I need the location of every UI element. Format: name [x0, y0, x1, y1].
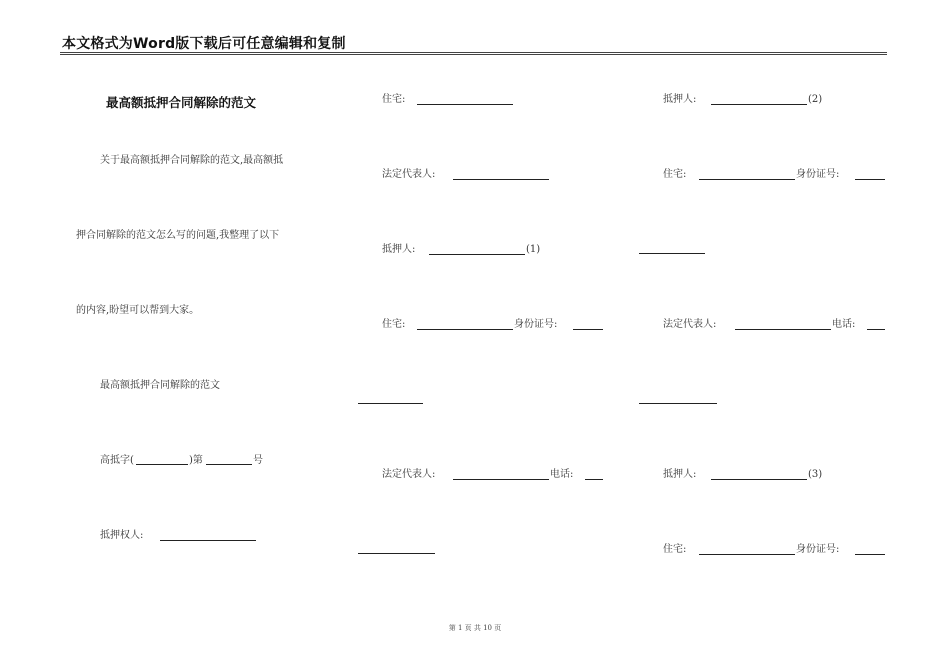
- document-title: 最高额抵押合同解除的范文: [106, 95, 257, 110]
- c3-id2-blank[interactable]: [855, 554, 885, 555]
- c3-mortgagor2-label: 抵押人:: [663, 94, 697, 105]
- c2-residence-label: 住宅:: [382, 94, 406, 105]
- mortgagee-blank[interactable]: [160, 540, 256, 541]
- c3-id-blank-cont[interactable]: [639, 253, 705, 254]
- c3-legal-rep-blank[interactable]: [735, 329, 831, 330]
- c3-mortgagor2-blank[interactable]: [711, 104, 807, 105]
- intro-line-2: 押合同解除的范文怎么写的问题,我整理了以下: [76, 230, 280, 241]
- c3-residence2-blank[interactable]: [699, 554, 795, 555]
- c3-phone-blank-cont[interactable]: [639, 403, 717, 404]
- intro-line-1: 关于最高额抵押合同解除的范文,最高额抵: [100, 155, 284, 166]
- c3-id-blank[interactable]: [855, 179, 885, 180]
- c2-residence2-label: 住宅:: [382, 319, 406, 330]
- c2-mortgagor-blank[interactable]: [429, 254, 525, 255]
- c2-legal-rep2-blank[interactable]: [453, 479, 549, 480]
- subtitle: 最高额抵押合同解除的范文: [100, 380, 220, 391]
- intro-line-3: 的内容,盼望可以帮到大家。: [76, 305, 200, 316]
- contract-year-blank[interactable]: [136, 464, 188, 465]
- contract-number-middle: )第: [189, 455, 203, 466]
- contract-number-blank[interactable]: [206, 464, 252, 465]
- c2-mortgagor-suffix: (1): [526, 244, 541, 255]
- c2-id-blank-cont[interactable]: [358, 403, 423, 404]
- contract-number-prefix: 高抵字(: [100, 455, 134, 466]
- c2-mortgagor-label: 抵押人:: [382, 244, 416, 255]
- c3-legal-rep-label: 法定代表人:: [663, 319, 717, 330]
- c2-legal-rep-label: 法定代表人:: [382, 169, 436, 180]
- c3-id2-label: 身份证号:: [796, 544, 840, 555]
- c2-phone-blank-cont[interactable]: [358, 553, 435, 554]
- c2-phone-label: 电话:: [550, 469, 574, 480]
- c3-id-label: 身份证号:: [796, 169, 840, 180]
- c2-residence-blank[interactable]: [417, 104, 513, 105]
- mortgagee-label: 抵押权人:: [100, 530, 144, 541]
- c3-mortgagor3-suffix: (3): [808, 469, 823, 480]
- c3-mortgagor3-label: 抵押人:: [663, 469, 697, 480]
- c3-residence-blank[interactable]: [699, 179, 795, 180]
- c2-residence2-blank[interactable]: [417, 329, 513, 330]
- c3-residence2-label: 住宅:: [663, 544, 687, 555]
- c2-id-blank[interactable]: [573, 329, 603, 330]
- header-divider: [60, 52, 887, 55]
- header-title: 本文格式为Word版下载后可任意编辑和复制: [62, 36, 346, 52]
- c2-phone-blank[interactable]: [585, 479, 603, 480]
- c2-legal-rep-blank[interactable]: [453, 179, 549, 180]
- page-number: 第 1 页 共 10 页: [448, 624, 502, 632]
- c3-mortgagor2-suffix: (2): [808, 94, 823, 105]
- c3-residence-label: 住宅:: [663, 169, 687, 180]
- c3-mortgagor3-blank[interactable]: [711, 479, 807, 480]
- c3-phone-label: 电话:: [832, 319, 856, 330]
- contract-number-suffix: 号: [253, 455, 263, 466]
- c2-id-label: 身份证号:: [514, 319, 558, 330]
- c2-legal-rep2-label: 法定代表人:: [382, 469, 436, 480]
- c3-phone-blank[interactable]: [867, 329, 885, 330]
